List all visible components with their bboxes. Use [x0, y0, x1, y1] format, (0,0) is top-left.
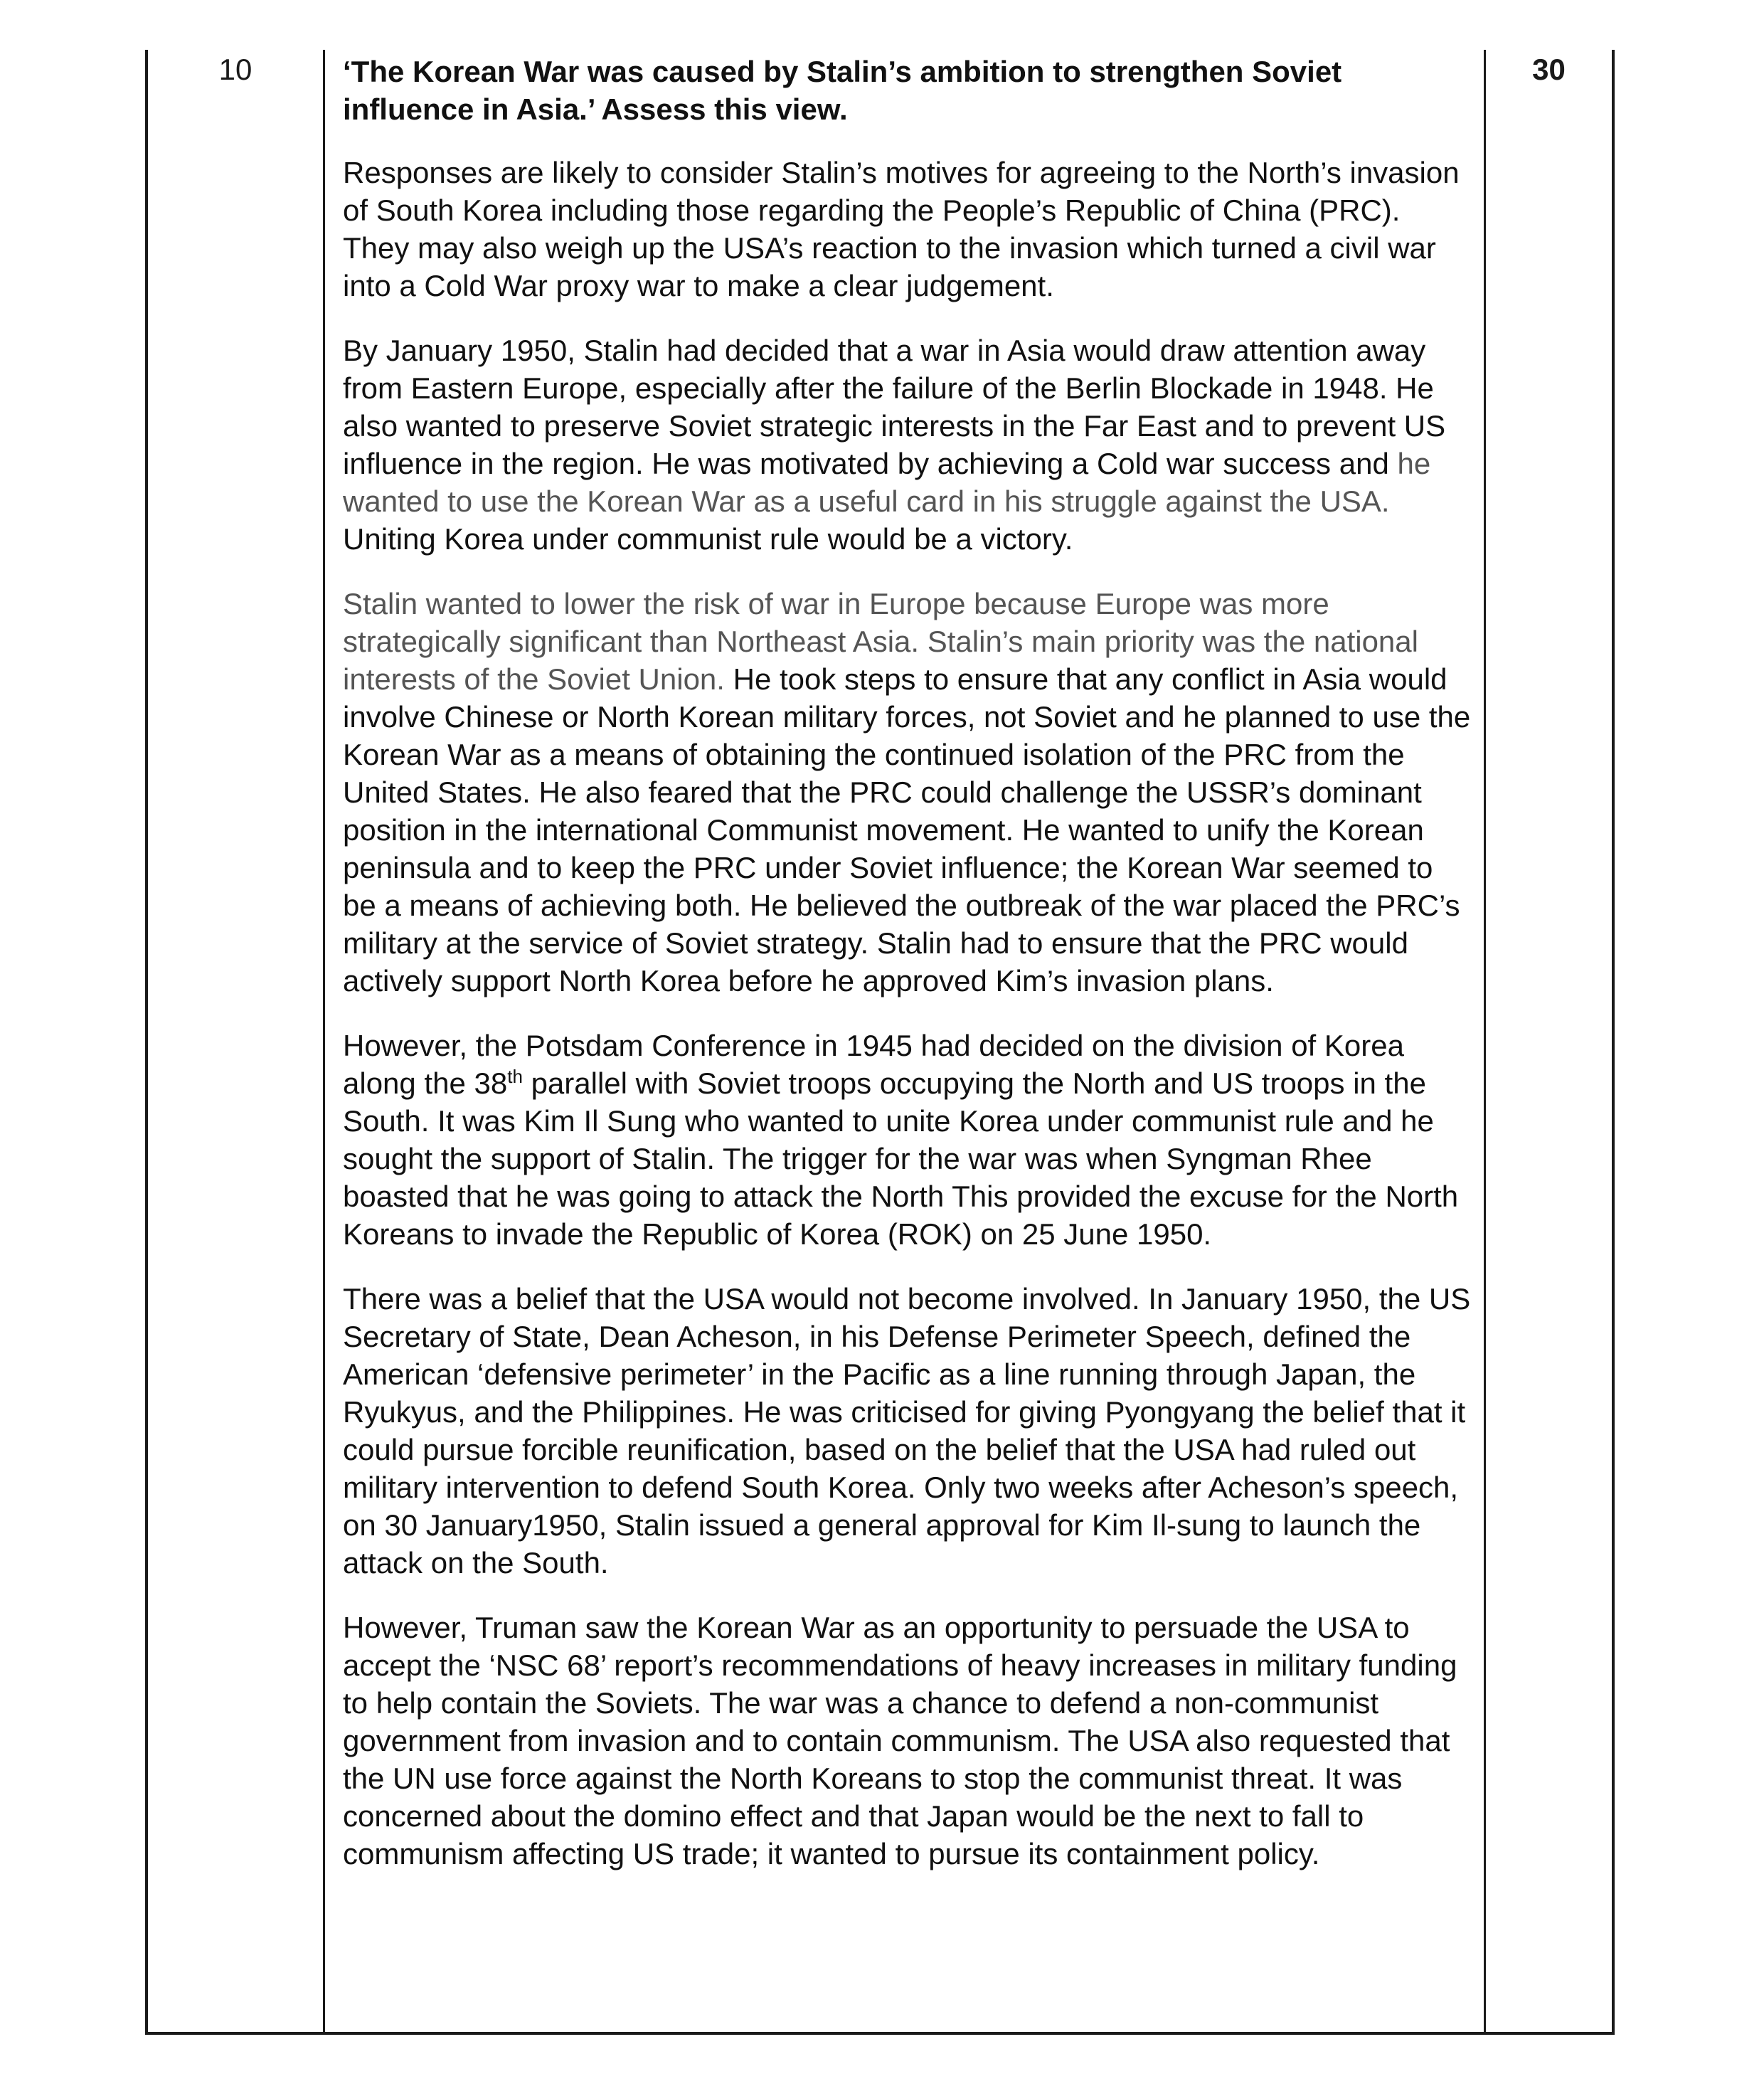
mark-scheme-table: [145, 50, 1615, 2035]
column-divider: [323, 50, 325, 2032]
answer-guidance: [343, 53, 1474, 1900]
question-number: 10: [218, 53, 253, 86]
column-divider: [1484, 50, 1486, 2032]
paragraph-stalin-motives: By January 1950, Stalin had decided that a war in Asia would draw attention away from Eastern Europe, especially after the failure of the Berlin Blockade in 1948. He also wanted to preserve Soviet strategic interests in the Far East and to prevent US influence in the region. He was motivated by achieving a Cold war success and he wanted to use the Korean War as a useful card in his struggle against the USA. Uniting Korea under communist rule would be a victory.: [343, 334, 1446, 556]
paragraph-intro: Responses are likely to consider Stalin’s motives for agreeing to the North’s invasion of South Korea including those regarding the People’s Republic of China (PRC). They may also weigh up the USA’s reaction to the invasion which turned a civil war into a Cold War proxy war to make a clear judgement.: [343, 156, 1460, 302]
paragraph-europe-risk: Stalin wanted to lower the risk of war in Europe because Europe was more strategically significant than Northeast Asia. Stalin’s main priority was the national interests of the Soviet Union. He took steps to ensure that any conflict in Asia would involve Chinese or North Korean military forces, not Soviet and he planned to use the Korean War as a means of obtaining the continued isolation of the PRC from the United States. He also feared that the PRC could challenge the USSR’s dominant position in the international Communist movement. He wanted to unify the Korean peninsula and to keep the PRC under Soviet influence; the Korean War seemed to be a means of achieving both. He believed the outbreak of the war placed the PRC’s military at the service of Soviet strategy. Stalin had to ensure that the PRC would actively support North Korea before he approved Kim’s invasion plans.: [343, 587, 1471, 997]
paragraph-acheson: There was a belief that the USA would not become involved. In January 1950, the US Secretary of State, Dean Acheson, in his Defense Perimeter Speech, defined the American ‘defensive perimeter’ in the Pacific as a line running through Japan, the Ryukyus, and the Philippines. He was criticised for giving Pyongyang the belief that it could pursue forcible reunification, based on the belief that the USA had ruled out military intervention to defend South Korea. Only two weeks after Acheson’s speech, on 30 January1950, Stalin issued a general approval for Kim Il-sung to launch the attack on the South.: [343, 1282, 1471, 1579]
question-prompt: ‘The Korean War was caused by Stalin’s ambition to strengthen Soviet influence in Asia.’ Assess this view.: [343, 55, 1342, 126]
paragraph-potsdam: However, the Potsdam Conference in 1945 had decided on the division of Korea along the 38th parallel with Soviet troops occupying the North and US troops in the South. It was Kim Il Sung who wanted to unite Korea under communist rule and he sought the support of Stalin. The trigger for the war was when Syngman Rhee boasted that he was going to attack the North This provided the excuse for the North Koreans to invade the Republic of Korea (ROK) on 25 June 1950.: [343, 1029, 1459, 1251]
marks-value: 30: [1532, 53, 1566, 86]
paragraph-truman: However, Truman saw the Korean War as an opportunity to persuade the USA to accept the ‘NSC 68’ report’s recommendations of heavy increases in military funding to help contain the Soviets. The war was a chance to defend a non-communist government from invasion and to contain communism. The USA also requested that the UN use force against the North Koreans to stop the communist threat. It was concerned about the domino effect and that Japan would be the next to fall to communism affecting US trade; it wanted to pursue its containment policy.: [343, 1611, 1457, 1870]
